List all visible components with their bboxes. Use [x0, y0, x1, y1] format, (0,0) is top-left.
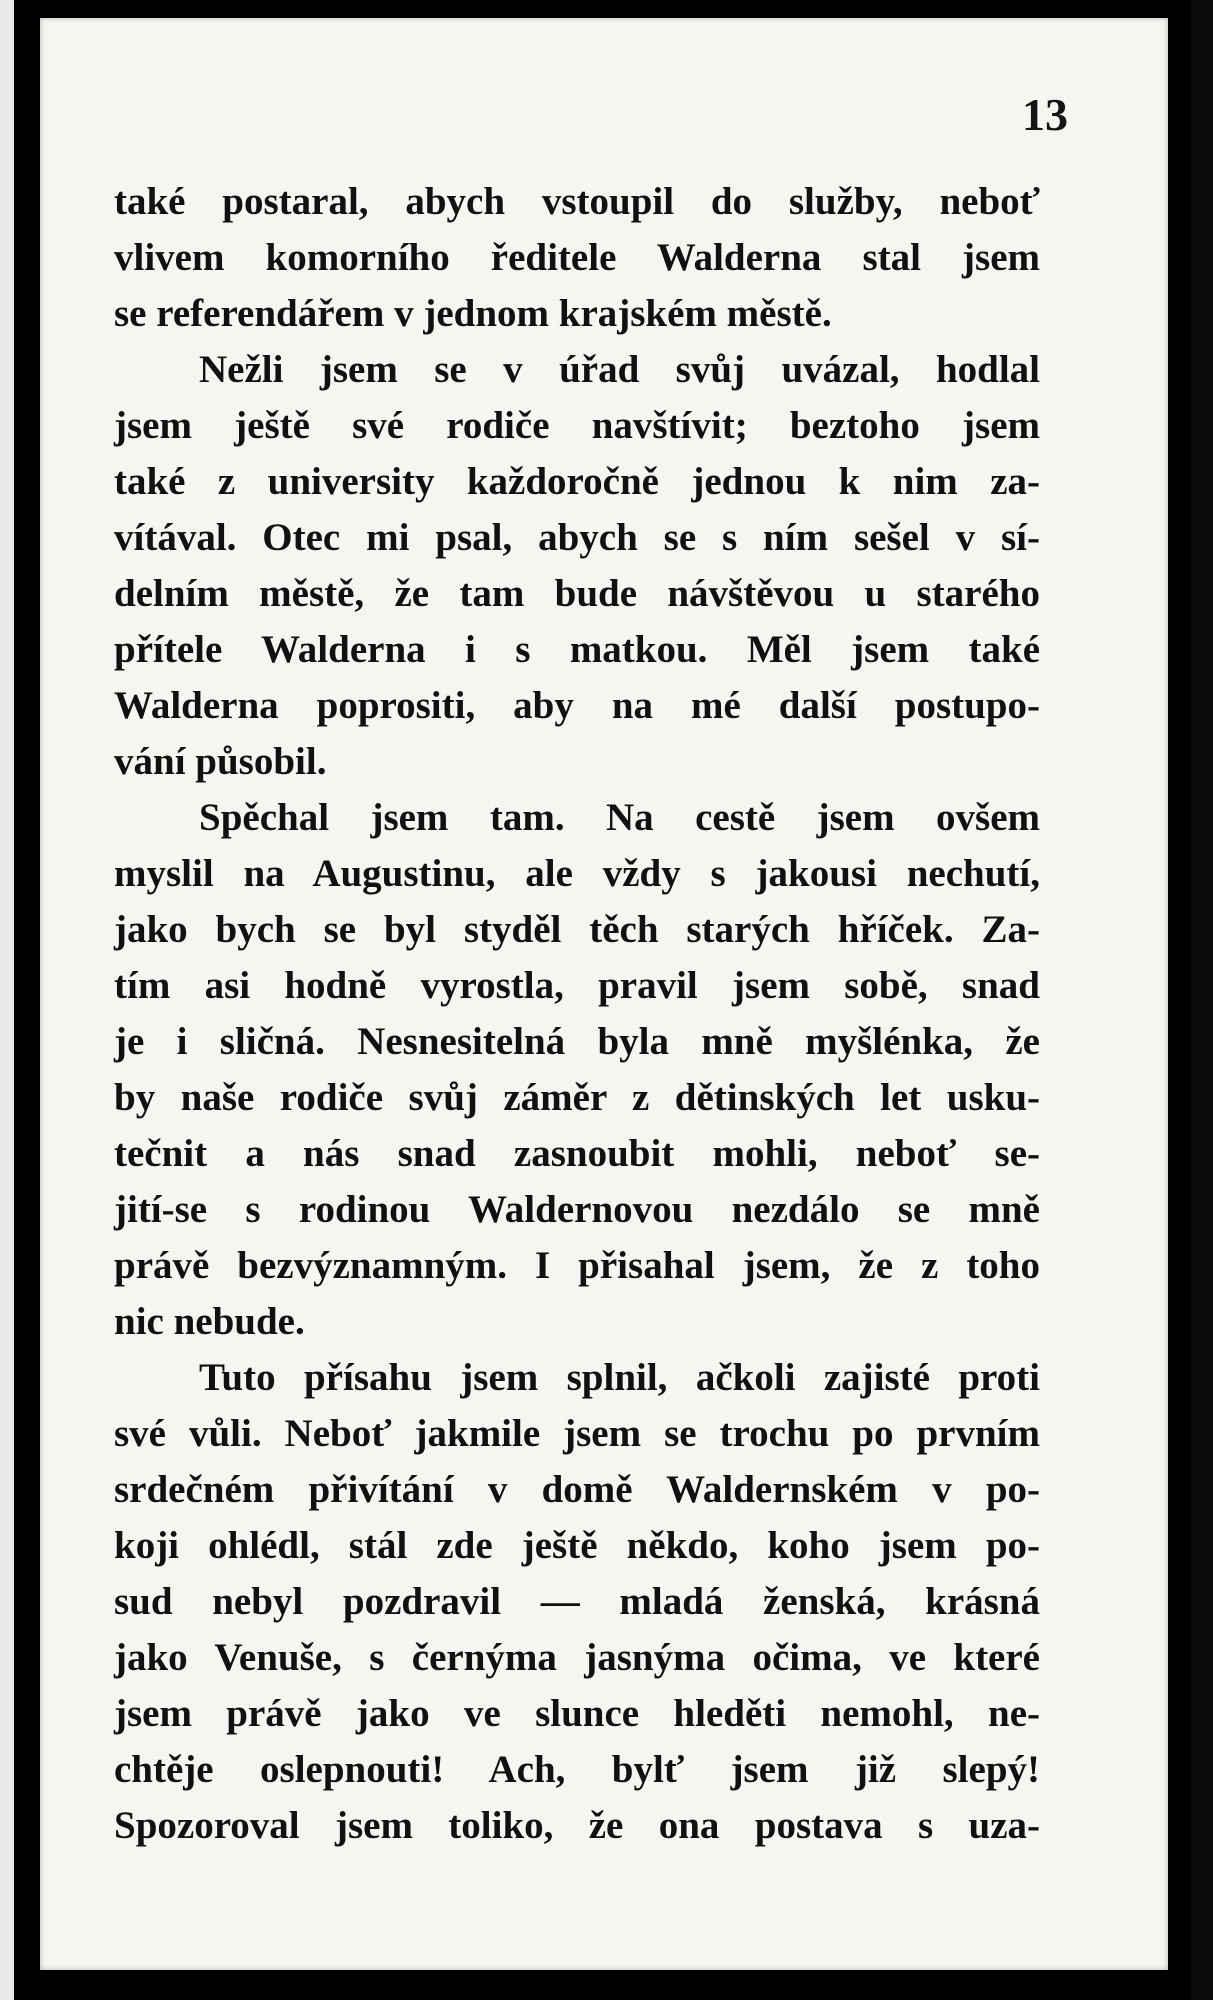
text-line: jsem ještě své rodiče navštívit; beztoho jsem [114, 404, 1040, 447]
text-line: také postaral, abych vstoupil do služby, neboť [114, 180, 1040, 223]
text-line: jsem právě jako ve slunce hleděti nemohl, ne- [114, 1692, 1040, 1735]
text-line: Tuto přísahu jsem splnil, ačkoli zajisté proti [199, 1356, 1040, 1399]
text-line: jití-se s rodinou Waldernovou nezdálo se mně [114, 1188, 1040, 1231]
book-page [40, 18, 1168, 1970]
text-line: Walderna poprositi, aby na mé další postupo- [114, 684, 1040, 727]
text-line: srdečném přivítání v domě Waldernském v po- [114, 1468, 1040, 1511]
scan-left-edge [0, 0, 14, 2000]
text-line: delním městě, že tam bude návštěvou u starého [114, 572, 1040, 615]
text-line: koji ohlédl, stál zde ještě někdo, koho jsem po- [114, 1524, 1040, 1567]
text-line: své vůli. Neboť jakmile jsem se trochu po prvním [114, 1412, 1040, 1455]
text-line: jako bych se byl styděl těch starých hříček. Za- [114, 908, 1040, 951]
text-line: se referendářem v jednom krajském městě. [114, 292, 832, 335]
scan-right-edge [1191, 0, 1213, 2000]
text-line: je i sličná. Nesnesitelná byla mně myšlénka, že [114, 1020, 1040, 1063]
text-line: jako Venuše, s černýma jasnýma očima, ve které [114, 1636, 1040, 1679]
text-line: tím asi hodně vyrostla, pravil jsem sobě, snad [114, 964, 1040, 1007]
text-line: Spozoroval jsem toliko, že ona postava s uza- [114, 1804, 1040, 1847]
text-line: by naše rodiče svůj záměr z dětinských let usku- [114, 1076, 1040, 1119]
text-line: nic nebude. [114, 1300, 305, 1343]
text-line: přítele Walderna i s matkou. Měl jsem také [114, 628, 1040, 671]
text-line: sud nebyl pozdravil — mladá ženská, krásná [114, 1580, 1040, 1623]
text-line: tečnit a nás snad zasnoubit mohli, neboť se- [114, 1132, 1040, 1175]
text-line: právě bezvýznamným. I přisahal jsem, že z toho [114, 1244, 1040, 1287]
text-line: Nežli jsem se v úřad svůj uvázal, hodlal [199, 348, 1040, 391]
body-text [114, 174, 1040, 1854]
text-line: také z university každoročně jednou k nim za- [114, 460, 1040, 503]
text-line: vítával. Otec mi psal, abych se s ním sešel v sí- [114, 516, 1040, 559]
text-line: vání působil. [114, 740, 327, 783]
text-line: chtěje oslepnouti! Ach, bylť jsem již slepý! [114, 1748, 1040, 1791]
text-line: myslil na Augustinu, ale vždy s jakousi nechutí, [114, 852, 1040, 895]
page-number: 13 [1022, 89, 1068, 140]
text-line: Spěchal jsem tam. Na cestě jsem ovšem [199, 796, 1040, 839]
text-line: vlivem komorního ředitele Walderna stal jsem [114, 236, 1040, 279]
